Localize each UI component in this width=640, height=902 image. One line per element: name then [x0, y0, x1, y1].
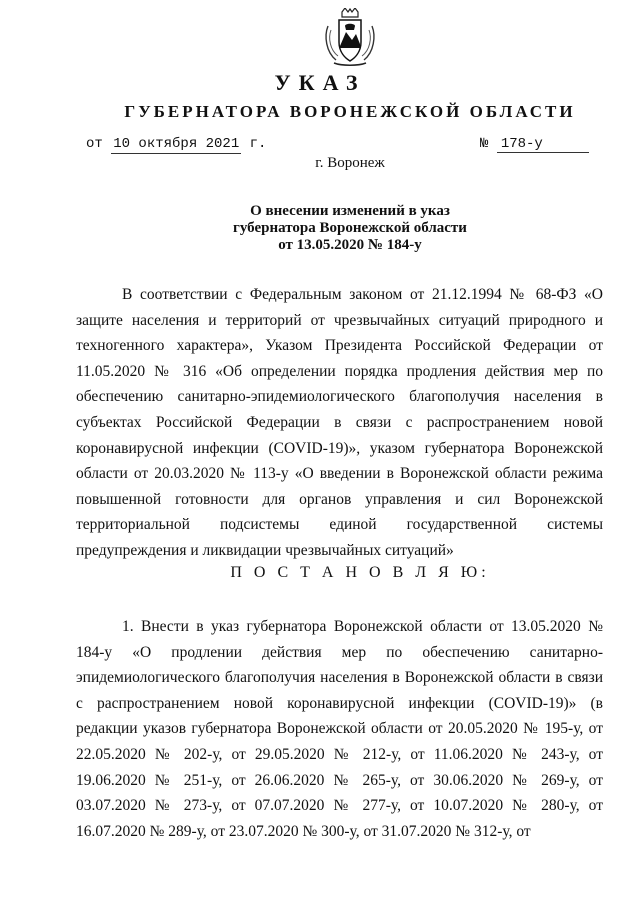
coat-of-arms-icon	[322, 8, 378, 68]
item-1-paragraph: 1. Внести в указ губернатора Воронежской области от 13.05.2020 № 184-у «О продлении действия мер по обеспечению санитарно-эпидемиологического благополучия населения в Воронежской области в связи с распространением новой коронавирусной инфекции (COVID-19)» (в редакции указов губернатора Воронежской области от 20.05.2020 № 195-у, от 22.05.2020 № 202-у, от 29.05.2020 № 212-у, от 11.06.2020 № 243-у, от 19.06.2020 № 251-у, от 26.06.2020 № 265-у, от 30.06.2020 № 269-у, от 03.07.2020 № 273-у, от 07.07.2020 № 277-у, от 10.07.2020 № 280-у, от 16.07.2020 № 289-у, от 23.07.2020 № 300-у, от 31.07.2020 № 312-у, от	[76, 618, 603, 840]
subject-line-2: губернатора Воронежской области	[233, 220, 467, 236]
decree-word: П О С Т А Н О В Л Я Ю:	[230, 564, 490, 581]
subject-line-3: от 13.05.2020 № 184-у	[278, 237, 422, 253]
document-date	[86, 136, 266, 154]
document-subtitle: ГУБЕРНАТОРА ВОРОНЕЖСКОЙ ОБЛАСТИ	[124, 102, 576, 121]
document-title: УКАЗ	[274, 70, 366, 95]
subject-line-1: О внесении изменений в указ	[250, 203, 450, 219]
preamble-paragraph: В соответствии с Федеральным законом от 21.12.1994 № 68-ФЗ «О защите населения и территорий от чрезвычайных ситуаций природного и техногенного характера», Указом Президента Российской Федерации от 11.05.2020 № 316 «Об определении порядка продления действия мер по обеспечению санитарно-эпидемиологического благополучия населения в субъектах Российской Федерации в связи с распространением новой коронавирусной инфекции (COVID-19)», указом губернатора Воронежской области от 20.03.2020 № 113-у «О введении в Воронежской области режима повышенной готовности для органов управления и сил Воронежской территориальной подсистемы единой государственной системы предупреждения и ликвидации чрезвычайных ситуаций»	[76, 286, 603, 559]
decree-subject	[0, 203, 640, 254]
document-number	[480, 136, 589, 153]
date-suffix: г.	[249, 136, 267, 152]
date-value: 10 октября 2021	[113, 136, 240, 152]
number-prefix: №	[480, 136, 489, 152]
number-value: 178-у	[497, 136, 589, 153]
date-prefix: от	[86, 136, 103, 152]
city-line: г. Воронеж	[315, 155, 385, 171]
